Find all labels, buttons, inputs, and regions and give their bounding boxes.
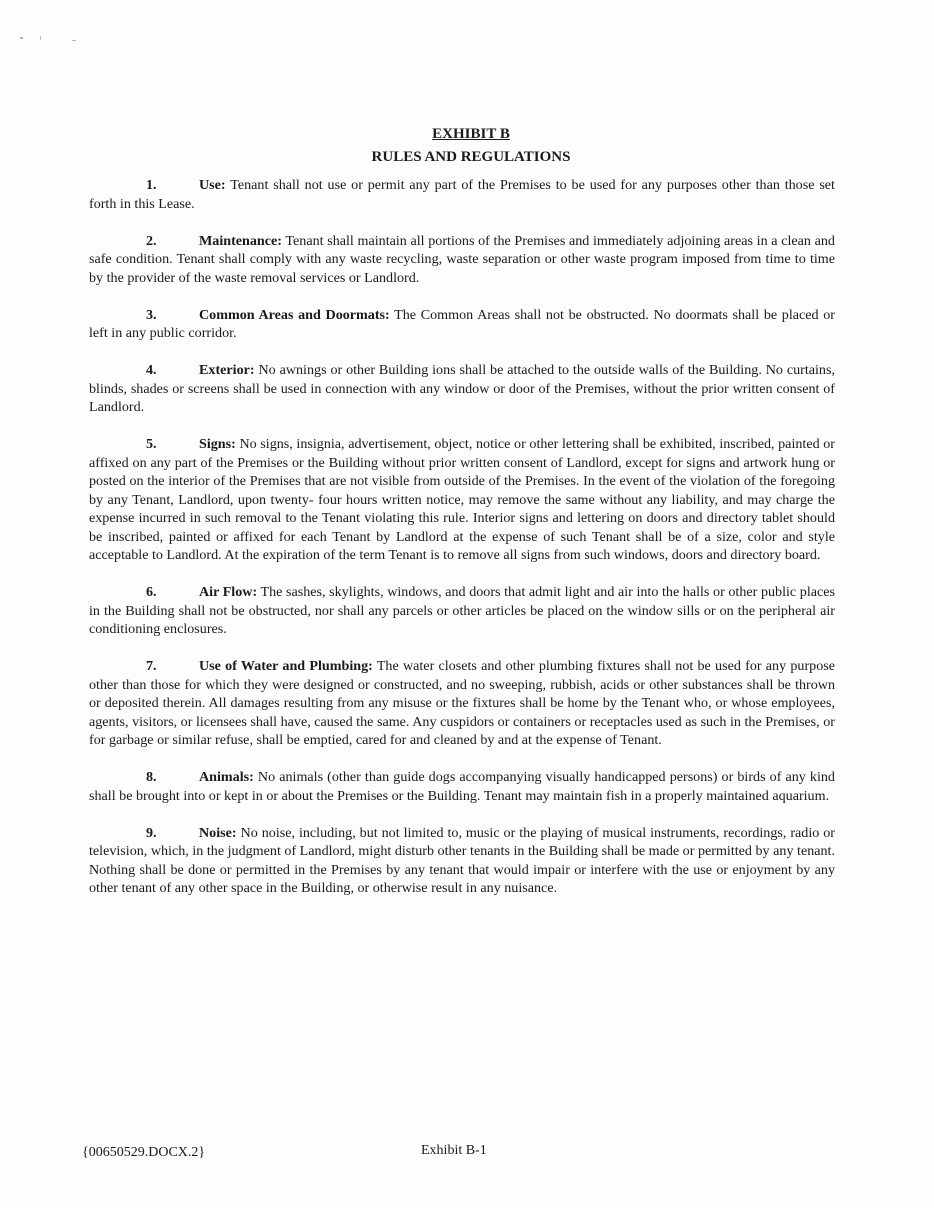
rule-heading: Noise:	[199, 824, 237, 841]
rule-heading: Signs:	[199, 436, 236, 452]
rule-number: 8.	[146, 769, 157, 785]
rule-paragraph-air-flow	[89, 583, 835, 639]
rule-number: 4.	[146, 362, 157, 378]
rule-paragraph-water-plumbing	[89, 657, 835, 750]
rule-number: 5.	[146, 436, 157, 452]
rule-text: Tenant shall not use or permit any part of the Premises to be used for any purposes other than those set forth in this Lease.	[89, 177, 835, 212]
title-block	[0, 124, 934, 168]
rule-text: No awnings or other Building ions shall be attached to the outside walls of the Building. No curtains, blinds, shades or screens shall be used in connection with any window or door of the Premises, without the prior written consent of Landlord.	[89, 362, 835, 415]
rule-paragraph-use	[89, 176, 835, 213]
rule-heading: Use:	[199, 177, 226, 193]
rule-number: 9.	[146, 824, 157, 841]
rule-text: Tenant shall maintain all portions of the Premises and immediately adjoining areas in a clean and safe condition. Tenant shall comply with any waste recycling, waste separation or other waste program imposed from time to time by the provider of the waste removal services or Landlord.	[89, 232, 835, 286]
exhibit-title: EXHIBIT B	[432, 126, 510, 142]
rule-heading: Air Flow:	[199, 584, 258, 600]
rule-paragraph-animals	[89, 768, 835, 805]
rule-text: The Common Areas shall not be obstructed. No doormats shall be placed or left in any public corridor.	[89, 306, 835, 341]
rule-number: 3.	[146, 306, 157, 323]
rule-paragraph-noise	[89, 824, 835, 898]
footer-page-label: Exhibit B-1	[421, 1143, 487, 1158]
rule-heading: Maintenance:	[199, 232, 282, 249]
rule-paragraph-maintenance	[89, 232, 835, 288]
rule-number: 6.	[146, 584, 157, 600]
rules-title: RULES AND REGULATIONS	[371, 149, 571, 165]
rule-paragraph-common-areas	[89, 306, 835, 343]
rule-text: No animals (other than guide dogs accompanying visually handicapped persons) or birds of any kind shall be brought into or kept in or about the Premises or the Building. Tenant may maintain fish in a properly maintained aquarium.	[89, 769, 835, 804]
rule-heading: Use of Water and Plumbing:	[199, 658, 373, 674]
rule-text: The water closets and other plumbing fixtures shall not be used for any purpose other than those for which they were designed or constructed, and no sweeping, rubbish, acids or other substances shall be thrown or deposited therein. All damages resulting from any misuse or the fixtures shall be home by the Tenant who, or whose employees, agents, visitors, or licensees shall have, caused the same. Any cuspidors or containers or receptacles used as such in the Premises, or for garbage or similar refuse, shall be emptied, cared for and cleaned by and at the expense of Tenant.	[89, 658, 835, 748]
scan-artifact	[20, 36, 80, 46]
rule-number: 2.	[146, 232, 157, 249]
rule-paragraph-signs	[89, 435, 835, 565]
rule-number: 7.	[146, 658, 157, 674]
rule-text: No noise, including, but not limited to, music or the playing of musical instruments, recordings, radio or television, which, in the judgment of Landlord, might disturb other tenants in the Building shall be made or permitted by any tenant. Nothing shall be done or permitted in the Premises by any tenant that would impair or interfere with the use or enjoyment by any other tenant of any other space in the Building, or otherwise result in any nuisance.	[89, 824, 835, 896]
rule-number: 1.	[146, 177, 157, 193]
rule-paragraph-exterior	[89, 361, 835, 417]
rule-heading: Common Areas and Doormats:	[199, 306, 390, 323]
footer-doc-id: {00650529.DOCX.2}	[82, 1145, 206, 1160]
rule-text: No signs, insignia, advertisement, object, notice or other lettering shall be exhibited, inscribed, painted or affixed on any part of the Premises or the Building without prior written consent of Landlord, except for signs and artwork hung or posted on the interior of the Premises that are not visible from outside of the Premises. In the event of the violation of the foregoing by any Tenant, Landlord, upon twenty- four hours written notice, may remove the same without any liability, and may charge the expense incurred in such removal to the Tenant violating this rule. Interior signs and lettering on doors and directory tablet should be inscribed, painted or affixed for each Tenant by Landlord at the expense of such Tenant shall be of a size, color and style acceptable to Landlord. At the expiration of the term Tenant is to remove all signs from such windows, doors and directory board.	[89, 436, 835, 563]
rule-heading: Animals:	[199, 769, 254, 785]
rule-heading: Exterior:	[199, 362, 255, 378]
rules-body	[89, 176, 835, 916]
rule-text: The sashes, skylights, windows, and doors that admit light and air into the halls or other public places in the Building shall not be obstructed, nor shall any parcels or other articles be placed on the window sills or on the peripheral air conditioning enclosures.	[89, 584, 835, 637]
